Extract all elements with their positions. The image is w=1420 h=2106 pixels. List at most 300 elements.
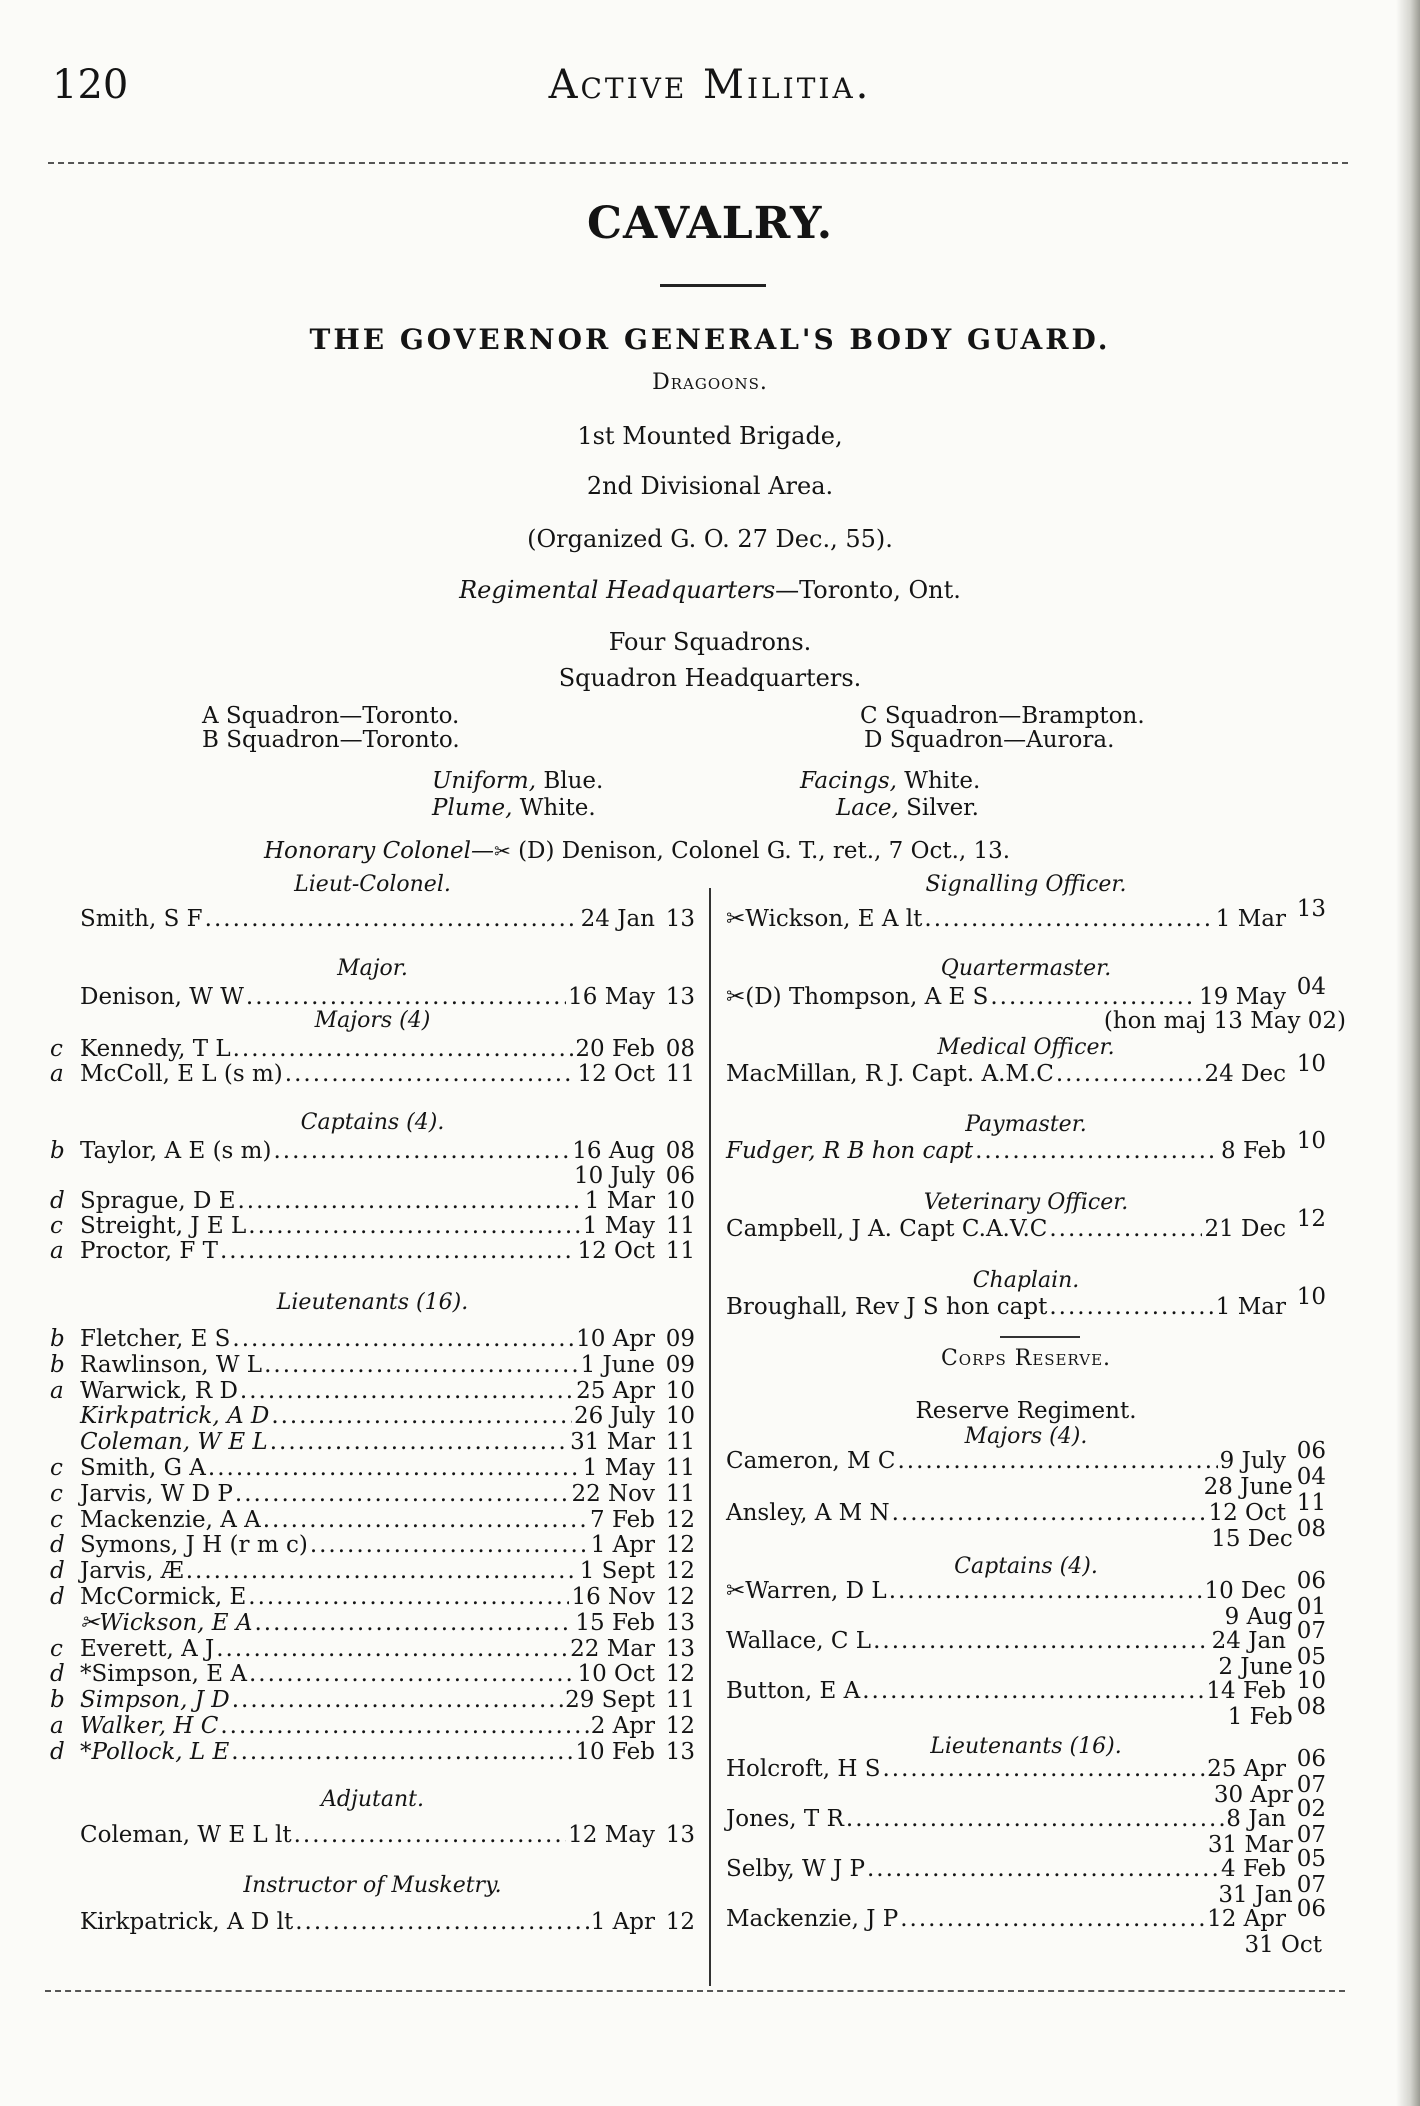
year: 08: [1296, 1694, 1326, 1720]
unit-brigade: 1st Mounted Brigade,: [577, 422, 843, 450]
officer-name: ✂(D) Thompson, A E S: [726, 984, 989, 1010]
date: 10 Apr: [576, 1326, 655, 1352]
section-heading: Adjutant.: [321, 1787, 424, 1812]
year: 13: [665, 1738, 695, 1765]
dot-leader: [271, 1403, 572, 1429]
dot-leader: [249, 1661, 575, 1687]
date: 16 Aug: [572, 1138, 655, 1164]
dot-leader: [232, 1687, 563, 1713]
dot-leader: [883, 1756, 1206, 1782]
date: 1 Sept: [579, 1558, 655, 1585]
dot-leader: [1056, 1061, 1203, 1087]
year: 12: [665, 1506, 695, 1533]
date: 28 June: [1203, 1474, 1293, 1500]
dot-leader: [186, 1558, 578, 1584]
roster-entry: [726, 1668, 1326, 1704]
roster-entry: [50, 1429, 695, 1455]
commission-prefix: b: [50, 1138, 65, 1164]
roster-entry: [50, 1610, 695, 1636]
date: 1 Mar: [584, 1188, 655, 1214]
dot-leader: [238, 1188, 583, 1214]
dot-leader: [310, 1532, 589, 1558]
officer-name: Denison, W W: [80, 984, 244, 1010]
roster-entry: [50, 1687, 695, 1713]
date: 20 Feb: [575, 1036, 655, 1062]
second-date: [1190, 1694, 1326, 1730]
officer-name: Wallace, C L: [726, 1628, 872, 1654]
page-edge-shadow: [1396, 0, 1420, 2106]
year: 06: [1296, 1438, 1326, 1464]
roster-entry: [50, 1455, 695, 1481]
dot-leader: [867, 1856, 1219, 1882]
commission-prefix: d: [50, 1558, 65, 1585]
unit-area: 2nd Divisional Area.: [586, 472, 834, 500]
dot-leader: [248, 1213, 581, 1239]
unit-name: THE GOVERNOR GENERAL'S BODY GUARD.: [309, 323, 1111, 356]
officer-name: Smith, S F: [80, 906, 203, 932]
date: 10 Dec: [1204, 1578, 1286, 1604]
date: 12 Oct: [577, 1238, 655, 1264]
commission-prefix: c: [50, 1213, 63, 1239]
date: 16 May: [568, 984, 655, 1010]
date: 1 Mar: [1215, 1294, 1286, 1320]
roster-entry: [50, 1584, 695, 1610]
officer-name: Fletcher, E S: [80, 1326, 231, 1352]
dot-leader: [1049, 1216, 1202, 1242]
year: 11: [1296, 1490, 1326, 1516]
roster-entry: [50, 1352, 695, 1378]
reserve-regiment-heading: Reserve Regiment.: [915, 1398, 1137, 1424]
date: 1 May: [582, 1213, 655, 1239]
officer-name: Broughall, Rev J S hon capt: [726, 1294, 1048, 1320]
commission-prefix: d: [50, 1188, 65, 1214]
commission-prefix: d: [50, 1661, 65, 1688]
commission-prefix: a: [50, 1061, 64, 1087]
roster-entry: [726, 974, 1326, 1010]
officer-name: Smith, G A: [80, 1455, 206, 1481]
officer-name: ✂Wickson, E A lt: [726, 906, 923, 932]
date: 22 Nov: [571, 1480, 655, 1507]
corps-reserve-heading: Corps Reserve.: [940, 1346, 1112, 1371]
section-heading: Veterinary Officer.: [923, 1190, 1129, 1215]
commission-prefix: b: [50, 1687, 65, 1714]
section-heading: Major.: [337, 956, 408, 981]
dot-leader: [216, 1636, 568, 1662]
date: 14 Feb: [1206, 1678, 1286, 1704]
year: 11: [665, 1480, 695, 1507]
dot-leader: [232, 1326, 574, 1352]
roster-entry: [50, 1481, 695, 1507]
year: 07: [1296, 1618, 1326, 1644]
date: 2 Apr: [590, 1713, 655, 1739]
date: 31 Mar: [1207, 1832, 1293, 1858]
honorary-colonel: Honorary Colonel—✂ (D) Denison, Colonel G. T., ret., 7 Oct., 13.: [264, 838, 1011, 864]
dot-leader: [254, 1610, 573, 1636]
footer-divider: [45, 1990, 1345, 1992]
year: 10: [1296, 1051, 1326, 1077]
lace: Lace, Silver.: [836, 795, 979, 821]
roster-entry: [50, 1909, 695, 1935]
crossed-swords-icon: ✂: [494, 839, 511, 863]
year: 10: [665, 1377, 695, 1404]
officer-name: Coleman, W E L lt: [80, 1822, 292, 1848]
date: 10 Feb: [575, 1738, 655, 1765]
dot-leader: [235, 1481, 570, 1507]
roster-entry: [726, 1490, 1326, 1526]
dot-leader: [897, 1448, 1217, 1474]
officer-name: Kennedy, T L: [80, 1036, 231, 1062]
header-divider: [48, 162, 1348, 164]
date: 7 Feb: [590, 1506, 655, 1533]
roster-entry: [726, 1796, 1326, 1832]
officer-name: Sprague, D E: [80, 1188, 236, 1214]
dot-leader: [220, 1713, 588, 1739]
date: 30 Apr: [1213, 1782, 1293, 1808]
dot-leader: [270, 1429, 568, 1455]
date: 9 July: [1219, 1448, 1286, 1474]
officer-name: Proctor, F T: [80, 1238, 218, 1264]
year: 10: [1296, 1668, 1326, 1694]
year: 06: [665, 1163, 695, 1189]
roster-entry: [50, 1188, 695, 1214]
date: 10 July: [574, 1163, 655, 1189]
officer-name: *Pollock, L E: [80, 1738, 230, 1765]
dot-leader: [233, 1036, 574, 1062]
dot-leader: [892, 1500, 1207, 1526]
year: 06: [1296, 1896, 1326, 1922]
squadron-b: B Squadron—Toronto.: [202, 727, 460, 753]
year: 10: [1296, 1128, 1326, 1154]
year: 13: [1296, 896, 1326, 922]
officer-name: Jarvis, W D P: [80, 1480, 233, 1507]
dot-leader: [285, 1061, 576, 1087]
year: 12: [665, 1584, 695, 1610]
second-date: [1190, 1516, 1326, 1552]
date: 24 Jan: [580, 906, 655, 932]
date: 10 Oct: [577, 1661, 655, 1688]
section-heading: Majors (4): [314, 1008, 431, 1033]
officer-name: Selby, W J P: [726, 1856, 865, 1882]
date: 8 Jan: [1226, 1806, 1286, 1832]
roster-entry: [50, 1138, 695, 1164]
commission-prefix: a: [50, 1238, 64, 1264]
dot-leader: [846, 1806, 1224, 1832]
dot-leader: [862, 1678, 1204, 1704]
roster-entry: [50, 1713, 695, 1739]
roster-entry: [50, 1507, 695, 1533]
year: 07: [1296, 1872, 1326, 1898]
dot-leader: [264, 1352, 579, 1378]
year: 12: [665, 1713, 695, 1739]
unit-organized: (Organized G. O. 27 Dec., 55).: [527, 525, 893, 553]
date: 25 Apr: [576, 1377, 655, 1404]
date: 1 May: [582, 1455, 655, 1481]
roster-entry: [50, 1739, 695, 1765]
commission-prefix: a: [50, 1713, 64, 1739]
year: 12: [1296, 1206, 1326, 1232]
year: 11: [665, 1455, 695, 1481]
officer-name: Everett, A J: [80, 1635, 215, 1662]
officer-name: Campbell, J A. Capt C.A.V.C: [726, 1216, 1048, 1242]
dot-leader: [205, 906, 579, 932]
squadron-a: A Squadron—Toronto.: [202, 703, 460, 729]
roster-entry: [50, 1403, 695, 1429]
roster-entry: [50, 984, 695, 1010]
dot-leader: [889, 1578, 1203, 1604]
commission-prefix: d: [50, 1584, 65, 1610]
date: 1 Apr: [590, 1532, 655, 1559]
dot-leader: [295, 1909, 589, 1935]
dot-leader: [924, 906, 1213, 932]
date: 9 Aug: [1224, 1604, 1293, 1630]
year: 11: [665, 1061, 695, 1087]
date: 29 Sept: [565, 1687, 655, 1714]
date: 24 Dec: [1204, 1061, 1286, 1087]
year: 09: [665, 1351, 695, 1378]
officer-name: Warwick, R D: [80, 1377, 238, 1404]
year: 04: [1296, 1464, 1326, 1490]
dot-leader: [1049, 1294, 1213, 1320]
dot-leader: [873, 1628, 1210, 1654]
date: 1 June: [580, 1351, 655, 1378]
column-divider: [709, 888, 711, 1986]
officer-name: Button, E A: [726, 1678, 861, 1704]
year: 08: [1296, 1516, 1326, 1542]
year: 04: [1296, 974, 1326, 1000]
year: 11: [665, 1687, 695, 1714]
roster-entry: [726, 1618, 1326, 1654]
commission-prefix: c: [50, 1480, 63, 1507]
officer-name: Ansley, A M N: [726, 1500, 890, 1526]
year: 13: [665, 1822, 695, 1848]
dot-leader: [220, 1238, 575, 1264]
date: 12 May: [568, 1822, 655, 1848]
date: 31 Mar: [570, 1429, 655, 1456]
officer-name: Walker, H C: [80, 1713, 219, 1739]
dot-leader: [990, 984, 1197, 1010]
facings: Facings, White.: [800, 768, 981, 794]
roster-entry: [50, 906, 695, 932]
uniform: Uniform, Blue.: [432, 768, 604, 794]
plume: Plume, White.: [432, 795, 596, 821]
year: 11: [665, 1429, 695, 1456]
roster-entry: [50, 1238, 695, 1264]
year: 06: [1296, 1568, 1326, 1594]
officer-name: Streight, J E L: [80, 1213, 247, 1239]
date: 31 Oct: [1244, 1932, 1322, 1958]
date: 25 Apr: [1207, 1756, 1286, 1782]
officer-name: Coleman, W E L: [80, 1429, 268, 1456]
year: 01: [1296, 1594, 1326, 1620]
roster-entry: [726, 1051, 1326, 1087]
year: 08: [665, 1138, 695, 1164]
commission-prefix: c: [50, 1635, 63, 1662]
date: 21 Dec: [1204, 1216, 1286, 1242]
year: 13: [665, 1635, 695, 1662]
year: 07: [1296, 1772, 1326, 1798]
section-heading: Signalling Officer.: [925, 872, 1127, 897]
date: 26 July: [574, 1403, 655, 1430]
section-heading: Instructor of Musketry.: [243, 1873, 502, 1898]
commission-prefix: b: [50, 1351, 65, 1378]
year: 10: [1296, 1284, 1326, 1310]
year: 13: [665, 1609, 695, 1636]
year: 06: [1296, 1746, 1326, 1772]
officer-name: Symons, J H (r m c): [80, 1532, 308, 1559]
officer-name: Jarvis, Æ: [80, 1558, 184, 1585]
section-heading: Chaplain.: [972, 1268, 1080, 1293]
roster-entry: [50, 1636, 695, 1662]
officer-name: Cameron, M C: [726, 1448, 896, 1474]
roster-entry: [50, 1558, 695, 1584]
roster-entry: [50, 1213, 695, 1239]
date: 12 Apr: [1207, 1906, 1286, 1932]
year: 12: [665, 1532, 695, 1559]
officer-name: Fudger, R B hon capt: [726, 1138, 974, 1164]
date: 8 Feb: [1221, 1138, 1286, 1164]
roster-entry: [50, 1163, 695, 1189]
year: 05: [1296, 1846, 1326, 1872]
squadron-count: Four Squadrons.: [608, 628, 812, 656]
year: 12: [665, 1558, 695, 1585]
hq-label: Regimental Headquarters: [459, 576, 776, 604]
year: 09: [665, 1326, 695, 1352]
roster-entry: [726, 1896, 1326, 1932]
officer-name: Kirkpatrick, A D: [80, 1403, 270, 1430]
date: 4 Feb: [1221, 1856, 1286, 1882]
date: 15 Dec: [1211, 1526, 1293, 1552]
date: 2 June: [1218, 1654, 1293, 1680]
date: 1 Feb: [1227, 1704, 1293, 1730]
section-heading: Captains (4).: [954, 1554, 1098, 1579]
year: 13: [665, 984, 695, 1010]
regimental-hq: [0, 576, 1420, 604]
dot-leader: [246, 984, 566, 1010]
dot-leader: [208, 1455, 581, 1481]
officer-name: McCormick, E: [80, 1584, 247, 1610]
roster-entry: [50, 1036, 695, 1062]
section-heading: Lieut-Colonel.: [294, 872, 451, 897]
year: 11: [665, 1213, 695, 1239]
section-heading: Medical Officer.: [937, 1035, 1115, 1060]
squadron-hq-heading: Squadron Headquarters.: [558, 664, 862, 692]
officer-name: Holcroft, H S: [726, 1756, 881, 1782]
roster-entry: [50, 1326, 695, 1352]
page-number: 120: [52, 62, 129, 108]
roster-entry: [50, 1532, 695, 1558]
second-date: [1190, 1932, 1326, 1958]
dot-leader: [273, 1138, 570, 1164]
date: 19 May: [1199, 984, 1286, 1010]
date: 1 Mar: [1215, 906, 1286, 932]
officer-name: ✂Wickson, E A: [80, 1609, 253, 1636]
unit-type: Dragoons.: [652, 370, 768, 395]
roster-entry: [726, 1284, 1326, 1320]
commission-prefix: d: [50, 1532, 65, 1559]
dot-leader: [248, 1584, 569, 1610]
roster-entry: [726, 896, 1326, 932]
officer-name: *Simpson, E A: [80, 1661, 247, 1688]
roster-entry: [726, 1846, 1326, 1882]
roster-entry: [726, 1206, 1326, 1242]
roster-entry: [50, 1061, 695, 1087]
dot-leader: [231, 1739, 573, 1765]
year: 10: [665, 1403, 695, 1430]
roster-entry: [726, 1128, 1326, 1164]
date: 16 Nov: [571, 1584, 655, 1610]
date: 22 Mar: [570, 1635, 655, 1662]
roster-entry: [726, 1568, 1326, 1604]
commission-prefix: d: [50, 1738, 65, 1765]
officer-name: Jones, T R: [726, 1806, 844, 1832]
date: 15 Feb: [575, 1609, 655, 1636]
year: 07: [1296, 1822, 1326, 1848]
dot-leader: [240, 1378, 574, 1404]
year: 11: [665, 1238, 695, 1264]
commission-prefix: c: [50, 1506, 63, 1533]
roster-entry: [50, 1378, 695, 1404]
roster-entry: [726, 1438, 1326, 1474]
dot-leader: [294, 1822, 567, 1848]
date: 12 Oct: [1208, 1500, 1286, 1526]
short-rule: [1000, 1336, 1080, 1338]
squadron-d: D Squadron—Aurora.: [864, 727, 1115, 753]
officer-name: ✂Warren, D L: [726, 1578, 887, 1604]
section-heading: Lieutenants (16).: [276, 1290, 469, 1315]
officer-name: Rawlinson, W L: [80, 1351, 263, 1378]
section-heading: Paymaster.: [965, 1112, 1087, 1137]
commission-prefix: b: [50, 1326, 65, 1352]
year: 05: [1296, 1644, 1326, 1670]
section-heading: Lieutenants (16).: [930, 1734, 1122, 1759]
squadron-c: C Squadron—Brampton.: [860, 703, 1145, 729]
officer-name: Mackenzie, A A: [80, 1506, 261, 1533]
section-title: CAVALRY.: [586, 198, 834, 249]
running-title: Active Militia.: [548, 62, 872, 108]
date: 24 Jan: [1211, 1628, 1286, 1654]
commission-prefix: c: [50, 1455, 63, 1481]
officer-name: McColl, E L (s m): [80, 1061, 283, 1087]
officer-name: Mackenzie, J P: [726, 1906, 899, 1932]
dot-leader: [975, 1138, 1219, 1164]
roster-entry: [50, 1661, 695, 1687]
officer-name: Kirkpatrick, A D lt: [80, 1909, 294, 1935]
year: 08: [665, 1036, 695, 1062]
section-heading: Captains (4).: [300, 1110, 445, 1135]
year: 13: [665, 906, 695, 932]
date: 12 Oct: [577, 1061, 655, 1087]
date: 31 Jan: [1218, 1882, 1293, 1908]
dot-leader: [263, 1507, 588, 1533]
year: 12: [665, 1909, 695, 1935]
title-rule: [660, 284, 766, 287]
year: 02: [1296, 1796, 1326, 1822]
section-heading: Majors (4).: [964, 1424, 1088, 1449]
year: 12: [665, 1661, 695, 1688]
dot-leader: [900, 1906, 1205, 1932]
officer-name: MacMillan, R J. Capt. A.M.C: [726, 1061, 1054, 1087]
commission-prefix: a: [50, 1377, 64, 1404]
hon-major-note: (hon maj 13 May 02): [1103, 1008, 1346, 1034]
commission-prefix: c: [50, 1036, 63, 1062]
year: 10: [665, 1188, 695, 1214]
hq-value: —Toronto, Ont.: [775, 576, 961, 604]
roster-entry: [50, 1822, 695, 1848]
officer-name: Simpson, J D: [80, 1687, 230, 1714]
section-heading: Quartermaster.: [940, 956, 1112, 981]
officer-name: Taylor, A E (s m): [80, 1138, 272, 1164]
date: 1 Apr: [590, 1909, 655, 1935]
